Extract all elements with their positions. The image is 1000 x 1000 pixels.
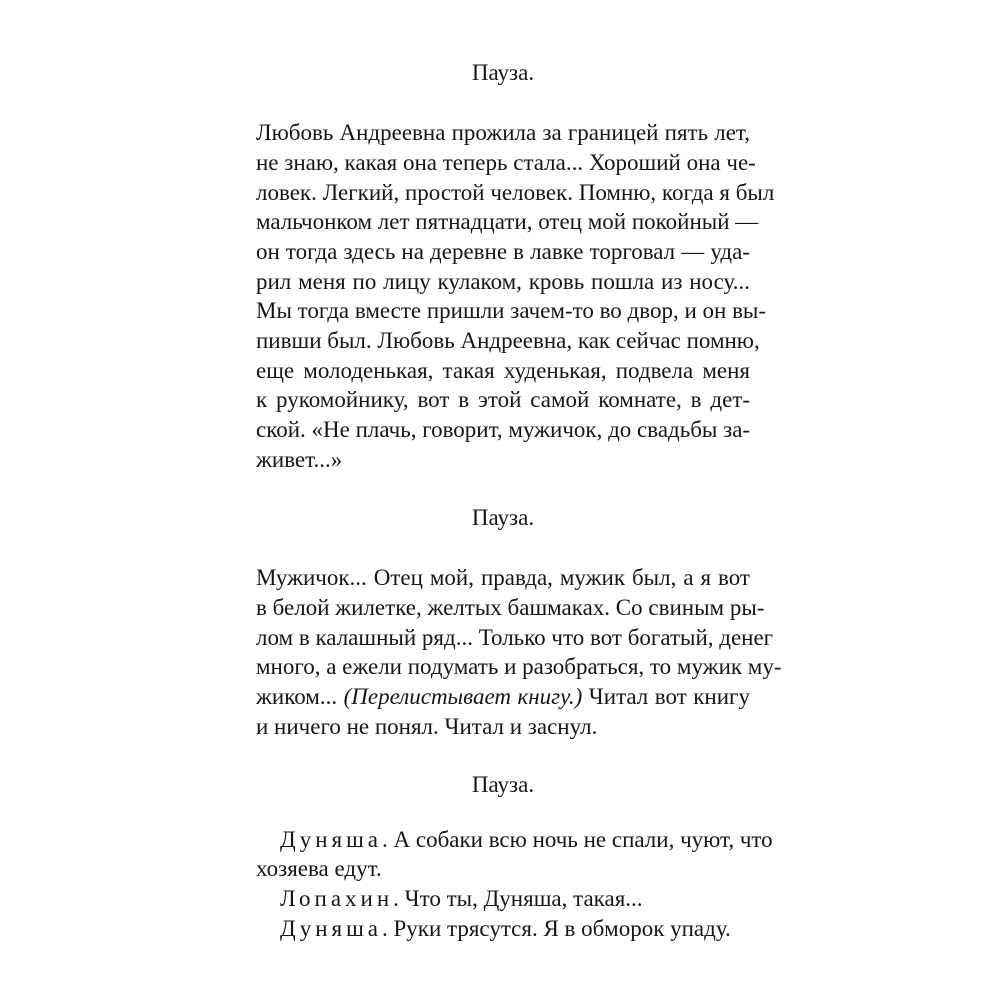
text-line: еще молоденькая, такая худенькая, подвела меня	[256, 358, 750, 383]
text-line: к рукомойнику, вот в этой самой комнате, в дет-	[256, 387, 750, 412]
text-fragment: Читал вот книгу	[582, 684, 750, 709]
text-line: рил меня по лицу кулаком, кровь пошла из носу...	[256, 269, 750, 294]
dialogue-text: хозяева едут.	[256, 856, 382, 881]
text-line: живет...»	[256, 447, 343, 472]
stage-direction-pause-1: Пауза.	[471, 60, 535, 85]
dialogue-line	[256, 914, 750, 943]
text-line: лом в калашный ряд... Только что вот богатый, денег	[256, 625, 774, 650]
speaker-name: Лопахин	[280, 886, 394, 911]
stage-direction-pause-3: Пауза.	[471, 772, 535, 797]
stage-direction-pause-2: Пауза.	[471, 505, 535, 530]
dialogue-text: . Что ты, Дуняша, такая...	[393, 886, 643, 911]
text-line: он тогда здесь на деревне в лавке торговал — уда-	[256, 239, 750, 264]
text-fragment: жиком...	[256, 684, 344, 709]
dialogue-text: . Руки трясутся. Я в обморок упаду.	[382, 916, 731, 941]
dialogue-text: . А собаки всю ночь не спали, чуют, что	[382, 827, 773, 852]
book-page	[246, 48, 782, 958]
text-line: много, а ежели подумать и разобраться, то мужик му-	[256, 654, 782, 679]
stage-direction-inline: (Перелистывает книгу.)	[343, 684, 583, 709]
text-line: Любовь Андреевна прожила за границей пять лет,	[256, 120, 750, 145]
text-line: Мы тогда вместе пришли зачем-то во двор, и он вы-	[256, 298, 767, 323]
text-line: ской. «Не плачь, говорит, мужичок, до свадьбы за-	[256, 417, 751, 442]
speaker-name: Дуняша	[280, 916, 382, 941]
text-line	[256, 682, 750, 711]
text-line: Мужичок... Отец мой, правда, мужик был, а я вот	[256, 565, 750, 590]
dialogue-line	[256, 884, 750, 913]
text-line: в белой жилетке, желтых башмаках. Со свиным ры-	[256, 595, 765, 620]
text-line: ловек. Легкий, простой человек. Помню, когда я был	[256, 180, 775, 205]
dialogue-line	[256, 854, 750, 883]
speaker-name: Дуняша	[280, 827, 382, 852]
dialogue-line	[256, 825, 773, 854]
text-line: мальчонком лет пятнадцати, отец мой покойный —	[256, 209, 759, 234]
text-line: и ничего не понял. Читал и заснул.	[256, 714, 598, 739]
text-line: пивши был. Любовь Андреевна, как сейчас помню,	[256, 328, 760, 353]
text-line: не знаю, какая она теперь стала... Хороший она че-	[256, 150, 756, 175]
